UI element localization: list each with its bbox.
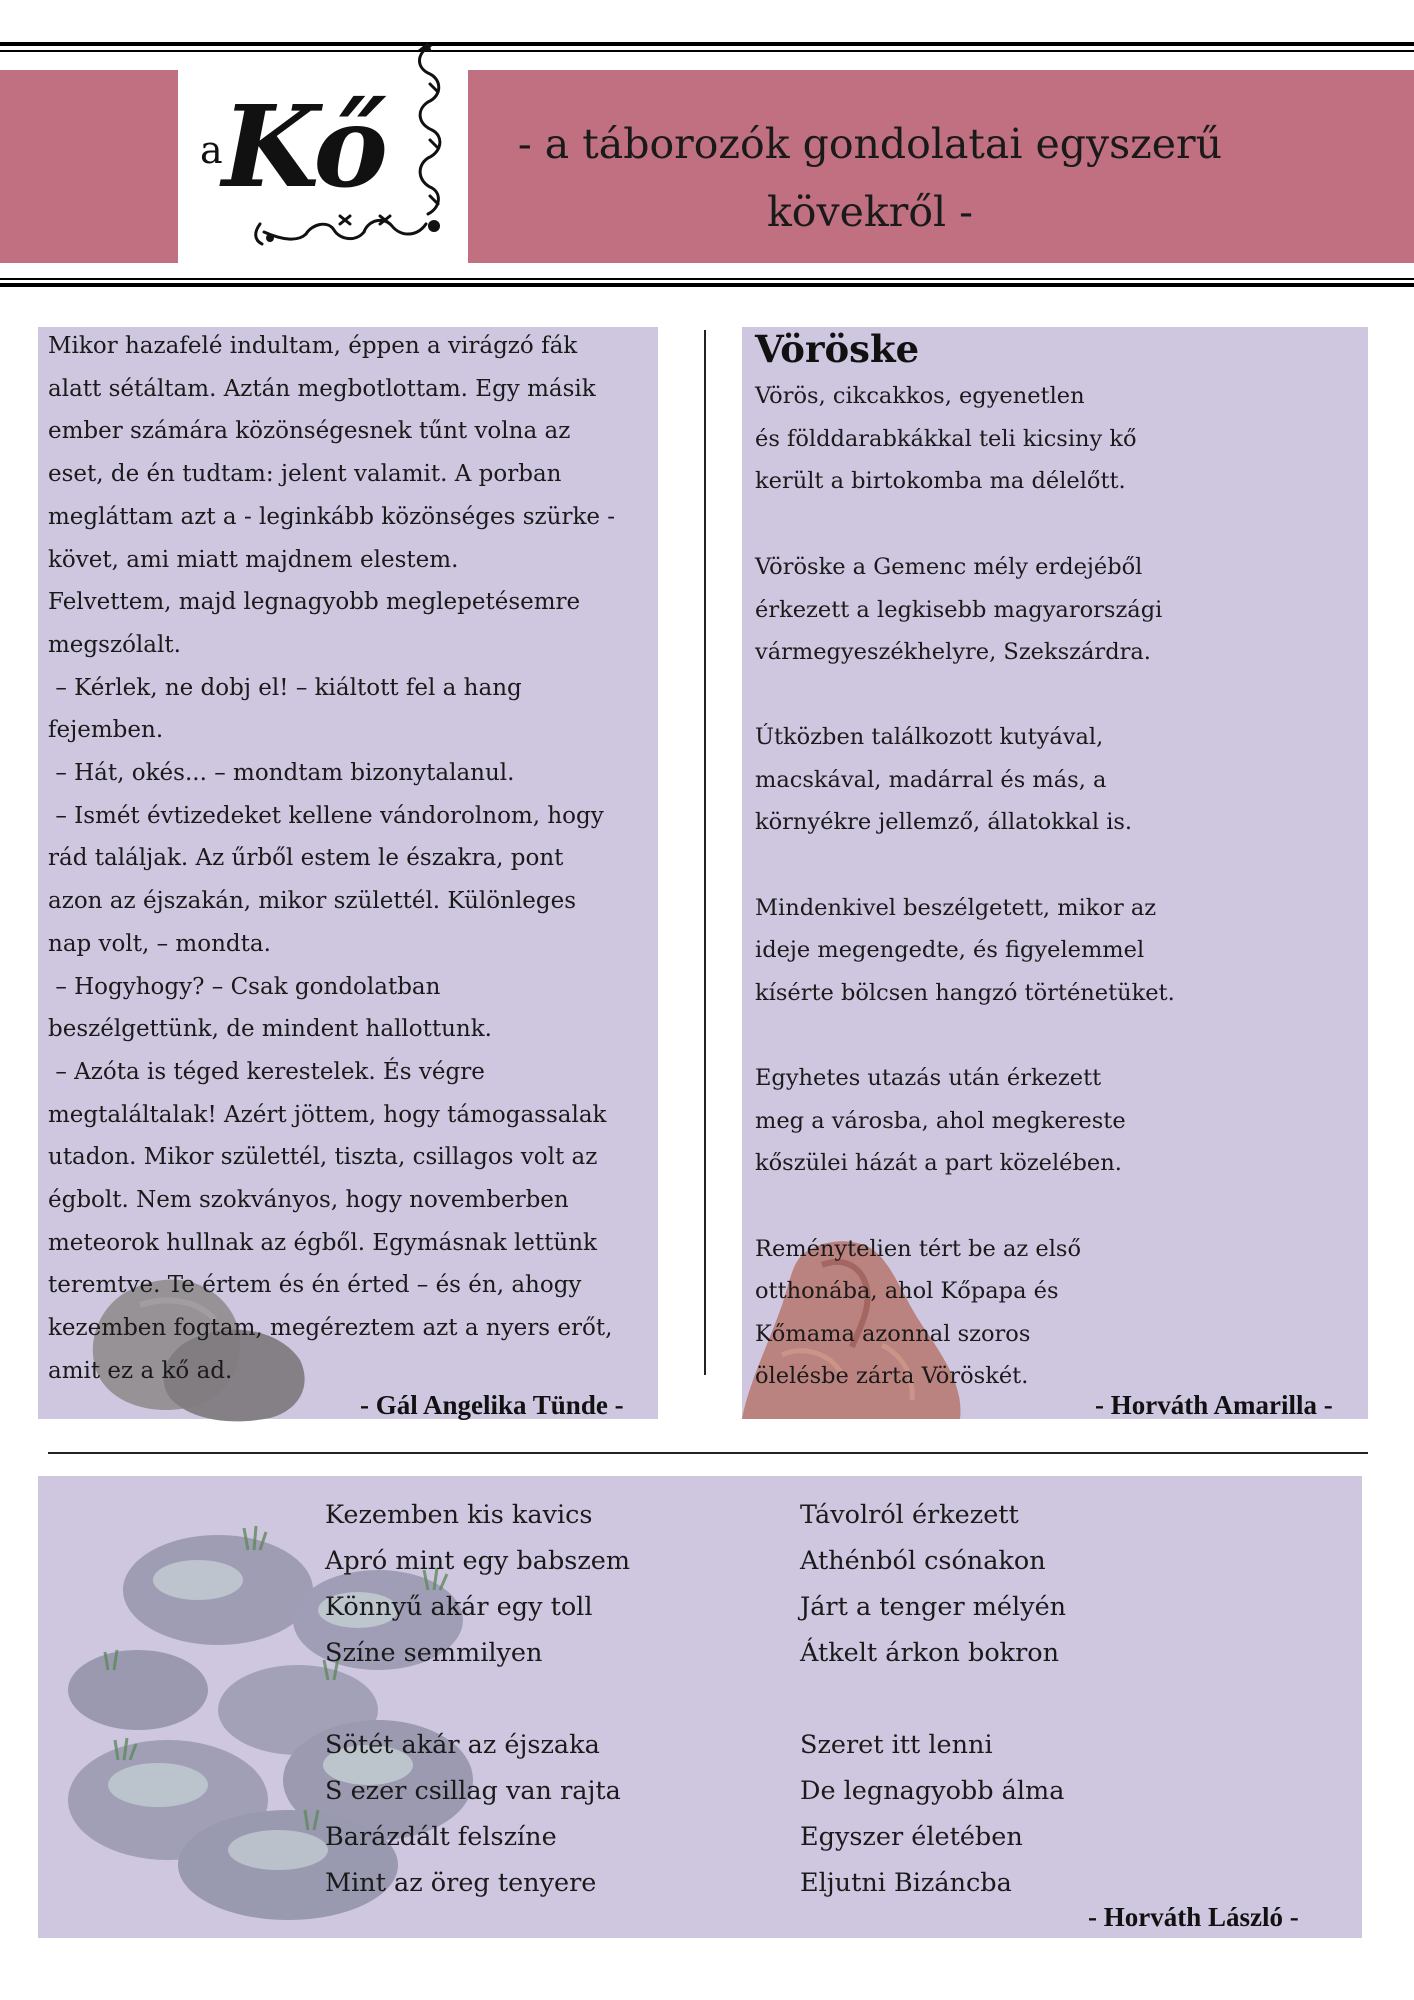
poem-column-1 xyxy=(325,1492,630,1906)
story-line: utadon. Mikor születtél, tiszta, csillagos volt az xyxy=(48,1144,598,1171)
poem-line: Eljutni Bizáncba xyxy=(800,1868,1012,1898)
story-line: amit ez a kő ad. xyxy=(48,1357,233,1384)
poem-line: Színe semmilyen xyxy=(325,1638,543,1668)
story-line: környékre jellemző, állatokkal is. xyxy=(755,809,1133,835)
poem-author: - Horváth László - xyxy=(1088,1902,1299,1932)
story-line: megláttam azt a - leginkább közönséges szürke - xyxy=(48,503,616,530)
story-line: – Kérlek, ne dobj el! – kiáltott fel a hang xyxy=(48,674,522,701)
story-line: – Hát, okés... – mondtam bizonytalanul. xyxy=(48,760,515,787)
story-line: kísérte bölcsen hangzó történetüket. xyxy=(755,980,1175,1006)
top-rule-thin xyxy=(0,50,1414,52)
logo-word: Kő xyxy=(222,82,383,213)
poem-line: Járt a tenger mélyén xyxy=(800,1592,1067,1622)
story-line: Felvettem, majd legnagyobb meglepetésemre xyxy=(48,589,581,616)
story-line: nap volt, – mondta. xyxy=(48,930,271,957)
poem-line: Kezemben kis kavics xyxy=(325,1500,593,1530)
story-line: került a birtokomba ma délelőtt. xyxy=(755,468,1126,494)
story-line: vármegyeszékhelyre, Szekszárdra. xyxy=(755,639,1151,665)
story-line: Útközben találkozott kutyával, xyxy=(755,724,1104,750)
story-line: macskával, madárral és más, a xyxy=(755,767,1107,793)
masthead-rule-thin xyxy=(0,278,1414,280)
poem-line: Egyszer életében xyxy=(800,1822,1023,1852)
section-divider xyxy=(48,1452,1368,1454)
tagline-line-2: kövekről - xyxy=(766,188,974,236)
story-line: követ, ami miatt majdnem elestem. xyxy=(48,546,459,573)
story-line: Vörös, cikcakkos, egyenetlen xyxy=(755,383,1085,409)
story-line: ember számára közönségesnek tűnt volna az xyxy=(48,418,571,445)
story-line: – Azóta is téged kerestelek. És végre xyxy=(48,1058,485,1085)
poem-line xyxy=(325,1676,630,1722)
story-line: Mindenkivel beszélgetett, mikor az xyxy=(755,895,1157,921)
left-story-author: - Gál Angelika Tünde - xyxy=(360,1390,624,1420)
story-line: alatt sétáltam. Aztán megbotlottam. Egy másik xyxy=(48,375,596,402)
story-line: Reménytelien tért be az első xyxy=(755,1236,1082,1262)
poem-column-2 xyxy=(800,1492,1066,1906)
right-story-author: - Horváth Amarilla - xyxy=(1095,1390,1333,1420)
logo-prefix: a xyxy=(200,128,223,172)
poem-line: Barázdált felszíne xyxy=(325,1822,557,1852)
column-divider xyxy=(704,330,706,1375)
story-line: otthonába, ahol Kőpapa és xyxy=(755,1278,1059,1304)
story-line: ideje megengedte, és figyelemmel xyxy=(755,937,1145,963)
story-line: teremtve. Te értem és én érted – és én, ahogy xyxy=(48,1272,582,1299)
masthead-tagline xyxy=(470,110,1270,246)
poem-line: Könnyű akár egy toll xyxy=(325,1592,593,1622)
poem-line: Mint az öreg tenyere xyxy=(325,1868,597,1898)
story-line: kőszülei házát a part közelében. xyxy=(755,1150,1122,1176)
story-line: eset, de én tudtam: jelent valamit. A porban xyxy=(48,461,562,488)
left-story-text xyxy=(48,325,653,1393)
story-line: megtaláltalak! Azért jöttem, hogy támogassalak xyxy=(48,1101,607,1128)
top-rule-thick xyxy=(0,42,1414,46)
story-line: Mikor hazafelé indultam, éppen a virágzó fák xyxy=(48,333,578,359)
story-line: fejemben. xyxy=(48,717,164,744)
poem-line xyxy=(800,1676,1066,1722)
story-line: kezemben fogtam, megéreztem azt a nyers erőt, xyxy=(48,1315,613,1342)
story-line: – Hogyhogy? – Csak gondolatban xyxy=(48,973,441,1000)
story-line: meg a városba, ahol megkereste xyxy=(755,1108,1126,1134)
story-line: Kőmama azonnal szoros xyxy=(755,1321,1031,1347)
ornament-icon xyxy=(240,40,450,255)
story-line: Vöröske a Gemenc mély erdejéből xyxy=(755,554,1143,580)
story-line: és földdarabkákkal teli kicsiny kő xyxy=(755,426,1137,452)
poem-line: S ezer csillag van rajta xyxy=(325,1776,621,1806)
tagline-line-1: - a táborozók gondolatai egyszerű xyxy=(517,120,1223,168)
poem-line: Athénból csónakon xyxy=(800,1546,1046,1576)
story-line: meteorok hullnak az égből. Egymásnak lettünk xyxy=(48,1229,597,1256)
poem-line: Átkelt árkon bokron xyxy=(800,1638,1060,1668)
poem-line: De legnagyobb álma xyxy=(800,1776,1065,1806)
poem-line: Távolról érkezett xyxy=(800,1500,1019,1530)
story-line: Egyhetes utazás után érkezett xyxy=(755,1065,1102,1091)
story-line: megszólalt. xyxy=(48,631,181,658)
right-story-title: Vöröske xyxy=(755,327,920,371)
story-line: ölelésbe zárta Vöröskét. xyxy=(755,1363,1029,1389)
masthead-band-left xyxy=(0,70,180,263)
story-line: – Ismét évtizedeket kellene vándorolnom, hogy xyxy=(48,802,604,829)
poem-line: Apró mint egy babszem xyxy=(325,1546,631,1576)
story-line: rád találjak. Az űrből estem le északra, pont xyxy=(48,845,564,872)
story-line: érkezett a legkisebb magyarországi xyxy=(755,597,1163,623)
poem-line: Szeret itt lenni xyxy=(800,1730,993,1760)
story-line: beszélgettünk, de mindent hallottunk. xyxy=(48,1016,492,1043)
poem-line: Sötét akár az éjszaka xyxy=(325,1730,600,1760)
masthead-rule-thick xyxy=(0,283,1414,287)
story-line: égbolt. Nem szokványos, hogy novemberben xyxy=(48,1187,569,1214)
story-line: azon az éjszakán, mikor születtél. Különleges xyxy=(48,888,577,915)
